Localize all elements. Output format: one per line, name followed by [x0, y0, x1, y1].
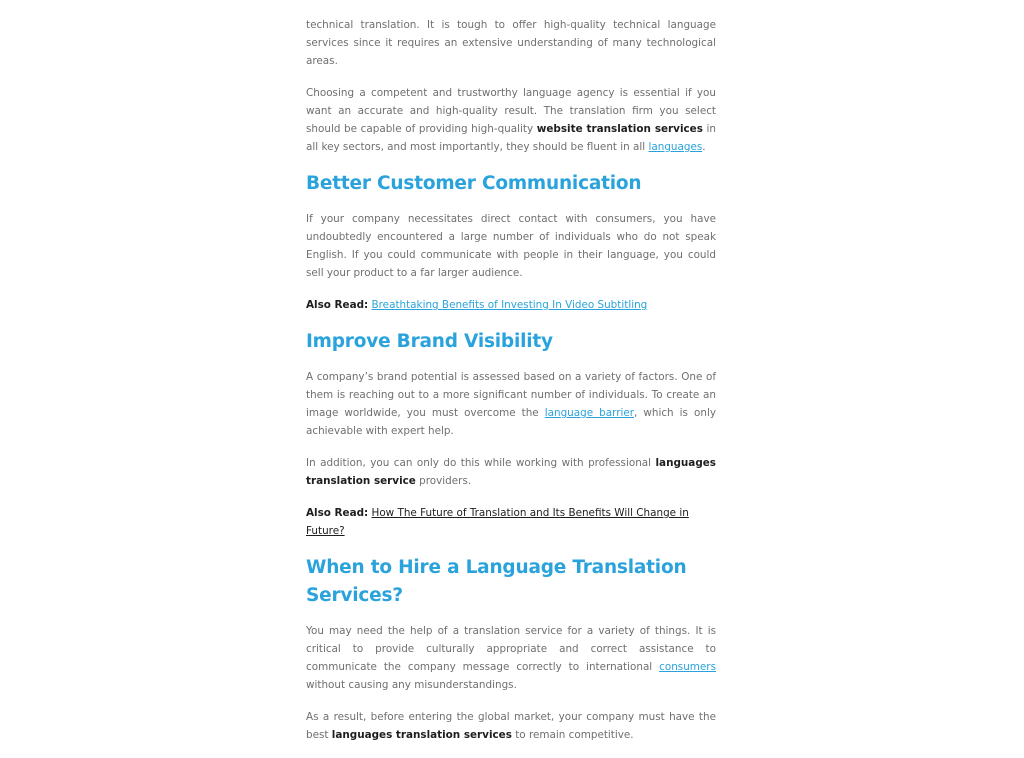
- language-barrier-link[interactable]: language barrier: [544, 407, 635, 419]
- hire-text-before: You may need the help of a translation service for a variety of things. It is critical to provide culturally appropriate and correct assistance to communicate the company message correctly to international: [306, 625, 716, 673]
- consumers-link[interactable]: consumers: [659, 661, 716, 673]
- when-to-hire-paragraph-2: [306, 708, 716, 744]
- brand-visibility-paragraph-2: [306, 454, 716, 490]
- brand-visibility-paragraph-1: [306, 368, 716, 440]
- hire-p2-end: to remain competitive.: [511, 729, 634, 741]
- customer-communication-paragraph: [306, 210, 716, 282]
- intro-text-end: .: [702, 141, 706, 153]
- heading-improve-brand-visibility: Improve Brand Visibility: [306, 331, 553, 352]
- intro-text-before: Choosing a competent and trustworthy language agency is essential if you want an accurate and high-quality result. The translation firm you select should be capable of providing high-quality: [306, 87, 716, 135]
- also-read-label: Also Read:: [306, 507, 369, 519]
- also-read-1: [306, 296, 716, 314]
- languages-translation-service-text: languages translation service: [306, 457, 716, 487]
- future-of-translation-link[interactable]: How The Future of Translation and Its Benefits Will Change in Future?: [306, 507, 689, 537]
- article-body: [306, 16, 716, 758]
- brand-p2-end: providers.: [415, 475, 472, 487]
- brand-text-before: A company’s brand potential is assessed based on a variety of factors. One of them is reaching out to a more significant number of individuals. To create an image worldwide, you must overcome the: [306, 371, 716, 419]
- also-read-2: [306, 504, 716, 540]
- languages-link[interactable]: languages: [648, 141, 703, 153]
- brand-p2-before: In addition, you can only do this while working with professional: [306, 457, 656, 469]
- intro-text-middle: in all key sectors, and most importantly, they should be fluent in all: [306, 123, 717, 153]
- heading-better-customer-communication: Better Customer Communication: [306, 173, 642, 194]
- when-to-hire-paragraph-1: [306, 622, 716, 694]
- hire-p2-before: As a result, before entering the global market, your company must have the best: [306, 711, 716, 741]
- heading-when-to-hire: When to Hire a Language Translation Services?: [306, 557, 687, 606]
- also-read-label: Also Read:: [306, 299, 369, 311]
- brand-text-end: , which is only achievable with expert help.: [306, 407, 716, 437]
- intro-paragraph-1: [306, 16, 716, 70]
- languages-translation-services-text: languages translation services: [331, 729, 512, 741]
- intro-paragraph-2: [306, 84, 716, 156]
- hire-text-end: without causing any misunderstandings.: [306, 679, 517, 691]
- video-subtitling-link[interactable]: Breathtaking Benefits of Investing In Video Subtitling: [371, 299, 648, 311]
- customer-communication-text: If your company necessitates direct contact with consumers, you have undoubtedly encountered a large number of individuals who do not speak English. If you could communicate with people in their language, you could sell your product to a far larger audience.: [306, 213, 716, 279]
- intro-text: technical translation. It is tough to offer high-quality technical language services since it requires an extensive understanding of many technological areas.: [306, 19, 716, 67]
- website-translation-services-text: website translation services: [536, 123, 703, 135]
